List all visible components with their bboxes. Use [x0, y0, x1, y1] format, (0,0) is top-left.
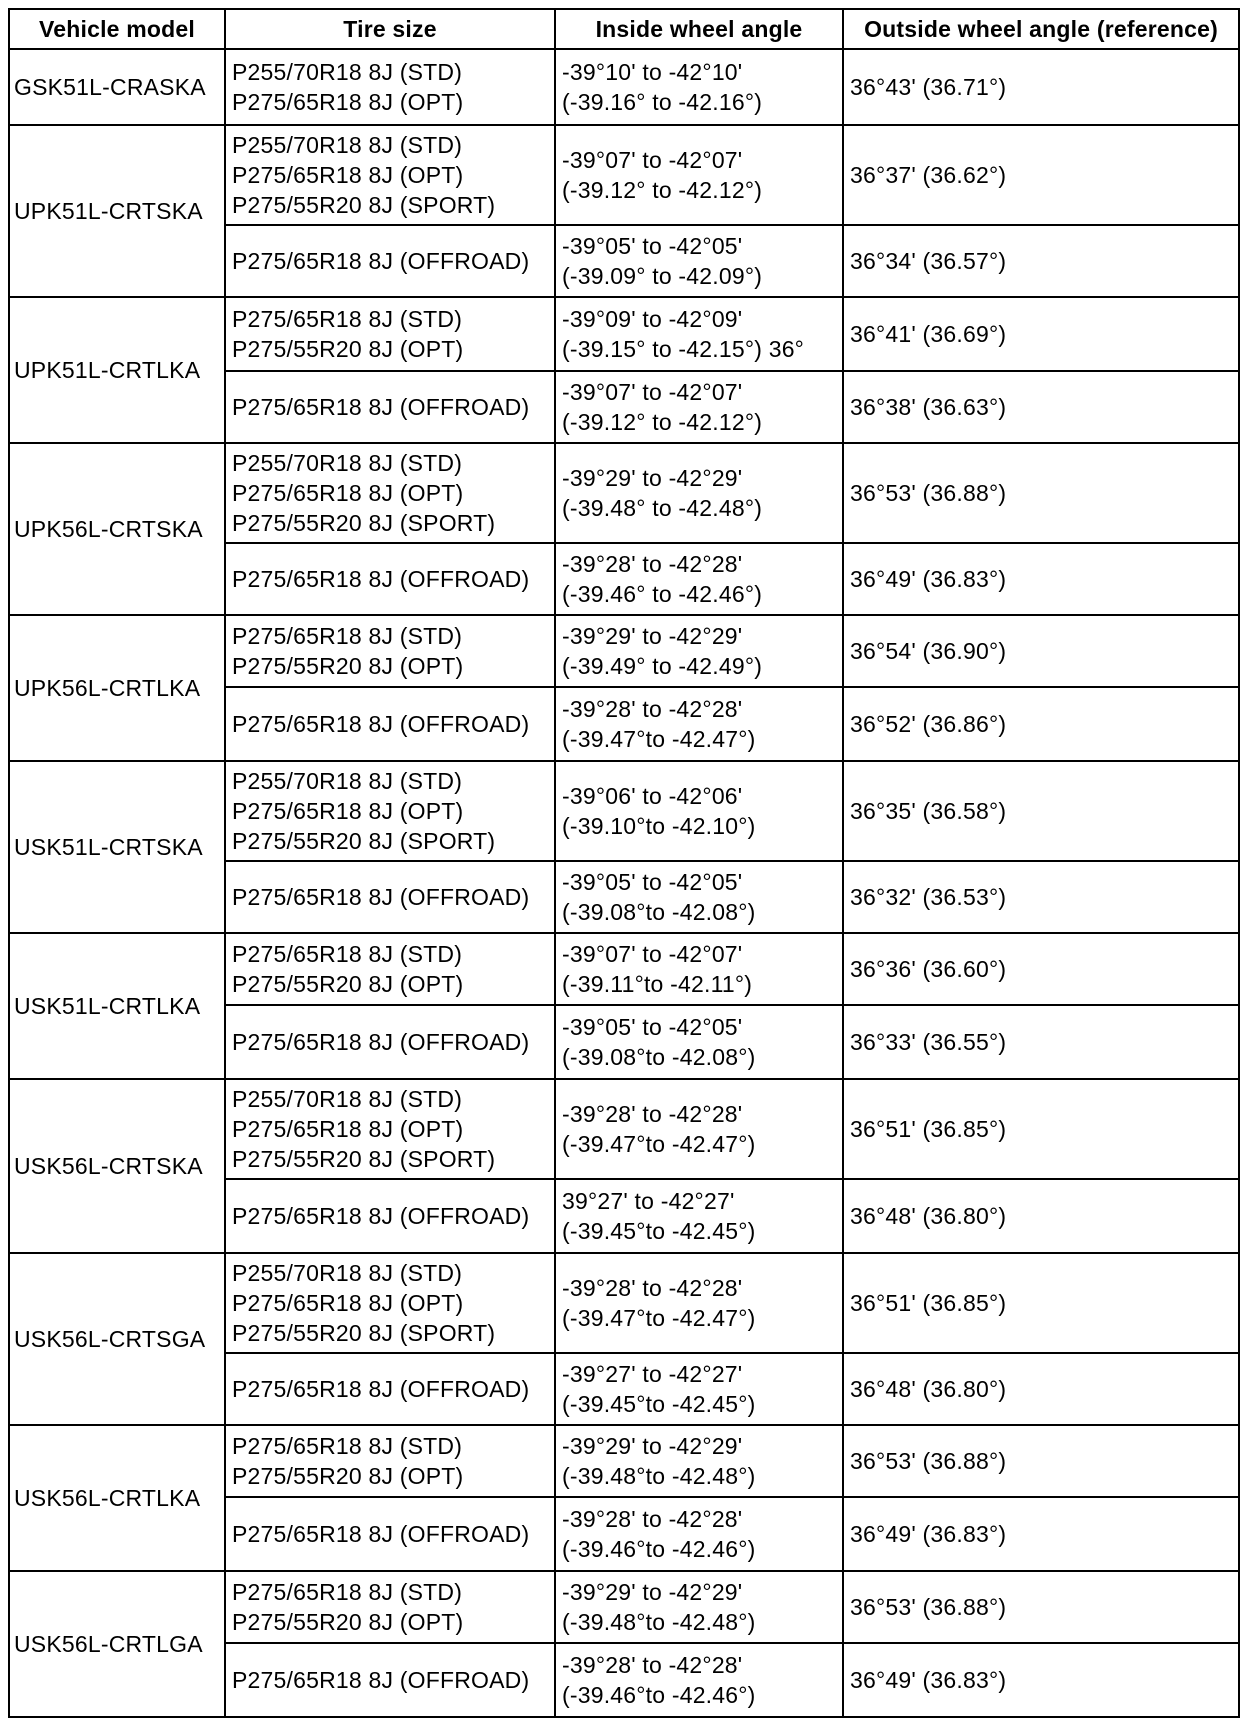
- header-inside-wheel-angle: Inside wheel angle: [555, 9, 843, 49]
- inside-angle-line: -39°07' to -42°07': [562, 941, 743, 967]
- tire-size-cell: [225, 1253, 555, 1353]
- inside-wheel-angle-cell: [555, 1571, 843, 1643]
- tire-size-line: P255/70R18 8J (STD): [232, 59, 463, 85]
- inside-wheel-angle-cell: [555, 933, 843, 1005]
- table-row: [9, 615, 1239, 687]
- vehicle-model-cell: UPK51L-CRTSKA: [9, 125, 225, 297]
- outside-wheel-angle-cell: 36°49' (36.83°): [843, 1497, 1239, 1571]
- outside-wheel-angle-cell: 36°38' (36.63°): [843, 371, 1239, 443]
- inside-angle-line: -39°10' to -42°10': [562, 59, 743, 85]
- inside-angle-line: (-39.47°to -42.47°): [562, 1305, 756, 1331]
- tire-size-line: P275/65R18 8J (OFFROAD): [232, 248, 530, 274]
- outside-wheel-angle-cell: 36°49' (36.83°): [843, 1643, 1239, 1717]
- vehicle-model-cell: UPK51L-CRTLKA: [9, 297, 225, 443]
- inside-angle-line: (-39.46°to -42.46°): [562, 1682, 756, 1708]
- inside-angle-line: -39°28' to -42°28': [562, 551, 743, 577]
- tire-size-cell: [225, 1497, 555, 1571]
- table-row: [9, 1253, 1239, 1353]
- inside-angle-line: -39°05' to -42°05': [562, 869, 743, 895]
- tire-size-line: P275/65R18 8J (OPT): [232, 162, 464, 188]
- vehicle-model-cell: UPK56L-CRTLKA: [9, 615, 225, 761]
- table-row: [9, 125, 1239, 225]
- tire-size-cell: [225, 125, 555, 225]
- vehicle-model-cell: USK56L-CRTLGA: [9, 1571, 225, 1717]
- tire-size-cell: [225, 1179, 555, 1253]
- tire-size-line: P275/65R18 8J (OPT): [232, 1290, 464, 1316]
- inside-wheel-angle-cell: [555, 761, 843, 861]
- inside-wheel-angle-cell: [555, 1497, 843, 1571]
- table-row: [9, 761, 1239, 861]
- inside-angle-line: (-39.47°to -42.47°): [562, 726, 756, 752]
- inside-wheel-angle-cell: [555, 1079, 843, 1179]
- table-row: [9, 1571, 1239, 1643]
- tire-size-cell: [225, 1643, 555, 1717]
- outside-wheel-angle-cell: 36°53' (36.88°): [843, 1425, 1239, 1497]
- inside-angle-line: -39°05' to -42°05': [562, 1014, 743, 1040]
- outside-wheel-angle-cell: 36°49' (36.83°): [843, 543, 1239, 615]
- inside-wheel-angle-cell: [555, 861, 843, 933]
- inside-wheel-angle-cell: [555, 225, 843, 297]
- inside-angle-line: (-39.47°to -42.47°): [562, 1131, 756, 1157]
- outside-wheel-angle-cell: 36°41' (36.69°): [843, 297, 1239, 371]
- inside-angle-line: -39°28' to -42°28': [562, 1652, 743, 1678]
- inside-angle-line: (-39.46° to -42.46°): [562, 581, 763, 607]
- outside-wheel-angle-cell: 36°54' (36.90°): [843, 615, 1239, 687]
- tire-size-line: P275/65R18 8J (OFFROAD): [232, 566, 530, 592]
- tire-size-cell: [225, 443, 555, 543]
- outside-wheel-angle-cell: 36°53' (36.88°): [843, 443, 1239, 543]
- vehicle-model-cell: USK51L-CRTLKA: [9, 933, 225, 1079]
- inside-wheel-angle-cell: [555, 49, 843, 125]
- table-row: [9, 443, 1239, 543]
- tire-size-cell: [225, 1005, 555, 1079]
- tire-size-line: P275/65R18 8J (OFFROAD): [232, 394, 530, 420]
- inside-angle-line: (-39.12° to -42.12°): [562, 409, 763, 435]
- tire-size-cell: [225, 543, 555, 615]
- inside-angle-line: 39°27' to -42°27': [562, 1188, 735, 1214]
- tire-size-line: P275/65R18 8J (OPT): [232, 798, 464, 824]
- table-body: [9, 49, 1239, 1717]
- tire-size-cell: [225, 297, 555, 371]
- inside-angle-line: -39°09' to -42°09': [562, 306, 743, 332]
- spec-sheet: [8, 8, 1238, 1712]
- inside-angle-line: -39°27' to -42°27': [562, 1361, 743, 1387]
- tire-size-line: P275/65R18 8J (OFFROAD): [232, 1521, 530, 1547]
- vehicle-model-cell: UPK56L-CRTSKA: [9, 443, 225, 615]
- table-row: [9, 1079, 1239, 1179]
- tire-size-line: P275/65R18 8J (STD): [232, 306, 463, 332]
- tire-size-line: P255/70R18 8J (STD): [232, 450, 463, 476]
- inside-angle-line: -39°07' to -42°07': [562, 379, 743, 405]
- tire-size-line: P275/55R20 8J (SPORT): [232, 192, 496, 218]
- inside-angle-line: (-39.08°to -42.08°): [562, 1044, 756, 1070]
- wheel-angle-table: [8, 8, 1240, 1718]
- tire-size-cell: [225, 1425, 555, 1497]
- tire-size-cell: [225, 371, 555, 443]
- outside-wheel-angle-cell: 36°48' (36.80°): [843, 1179, 1239, 1253]
- tire-size-line: P275/65R18 8J (STD): [232, 1433, 463, 1459]
- tire-size-line: P275/55R20 8J (OPT): [232, 336, 464, 362]
- inside-wheel-angle-cell: [555, 687, 843, 761]
- tire-size-line: P275/65R18 8J (STD): [232, 623, 463, 649]
- tire-size-cell: [225, 1079, 555, 1179]
- tire-size-line: P275/55R20 8J (SPORT): [232, 510, 496, 536]
- tire-size-line: P275/65R18 8J (OFFROAD): [232, 711, 530, 737]
- header-outside-wheel-angle: Outside wheel angle (reference): [843, 9, 1239, 49]
- tire-size-line: P275/55R20 8J (SPORT): [232, 828, 496, 854]
- outside-wheel-angle-cell: 36°53' (36.88°): [843, 1571, 1239, 1643]
- vehicle-model-cell: USK51L-CRTSKA: [9, 761, 225, 933]
- tire-size-line: P275/55R20 8J (SPORT): [232, 1320, 496, 1346]
- tire-size-line: P255/70R18 8J (STD): [232, 1086, 463, 1112]
- inside-angle-line: (-39.49° to -42.49°): [562, 653, 763, 679]
- tire-size-line: P275/65R18 8J (OFFROAD): [232, 884, 530, 910]
- inside-angle-line: (-39.10°to -42.10°): [562, 813, 756, 839]
- inside-angle-line: -39°29' to -42°29': [562, 1579, 743, 1605]
- tire-size-line: P275/65R18 8J (OPT): [232, 480, 464, 506]
- outside-wheel-angle-cell: 36°48' (36.80°): [843, 1353, 1239, 1425]
- tire-size-cell: [225, 1571, 555, 1643]
- inside-angle-line: (-39.48° to -42.48°): [562, 495, 763, 521]
- inside-angle-line: (-39.15° to -42.15°) 36°: [562, 336, 805, 362]
- tire-size-line: P275/65R18 8J (OFFROAD): [232, 1667, 530, 1693]
- tire-size-line: P275/65R18 8J (STD): [232, 1579, 463, 1605]
- inside-angle-line: (-39.48°to -42.48°): [562, 1609, 756, 1635]
- inside-angle-line: (-39.46°to -42.46°): [562, 1536, 756, 1562]
- tire-size-cell: [225, 761, 555, 861]
- inside-wheel-angle-cell: [555, 371, 843, 443]
- inside-wheel-angle-cell: [555, 1353, 843, 1425]
- tire-size-line: P275/65R18 8J (OFFROAD): [232, 1376, 530, 1402]
- outside-wheel-angle-cell: 36°35' (36.58°): [843, 761, 1239, 861]
- tire-size-cell: [225, 49, 555, 125]
- inside-angle-line: -39°28' to -42°28': [562, 1275, 743, 1301]
- inside-angle-line: (-39.45°to -42.45°): [562, 1218, 756, 1244]
- inside-angle-line: -39°28' to -42°28': [562, 1101, 743, 1127]
- inside-angle-line: (-39.16° to -42.16°): [562, 89, 763, 115]
- tire-size-line: P275/65R18 8J (OPT): [232, 1116, 464, 1142]
- vehicle-model-cell: USK56L-CRTLKA: [9, 1425, 225, 1571]
- inside-wheel-angle-cell: [555, 1643, 843, 1717]
- table-row: [9, 49, 1239, 125]
- inside-angle-line: -39°29' to -42°29': [562, 465, 743, 491]
- outside-wheel-angle-cell: 36°32' (36.53°): [843, 861, 1239, 933]
- inside-wheel-angle-cell: [555, 1425, 843, 1497]
- header-tire-size: Tire size: [225, 9, 555, 49]
- table-row: [9, 1425, 1239, 1497]
- inside-wheel-angle-cell: [555, 1253, 843, 1353]
- inside-angle-line: (-39.45°to -42.45°): [562, 1391, 756, 1417]
- outside-wheel-angle-cell: 36°37' (36.62°): [843, 125, 1239, 225]
- tire-size-line: P255/70R18 8J (STD): [232, 1260, 463, 1286]
- inside-wheel-angle-cell: [555, 543, 843, 615]
- vehicle-model-cell: USK56L-CRTSKA: [9, 1079, 225, 1253]
- inside-wheel-angle-cell: [555, 443, 843, 543]
- vehicle-model-cell: USK56L-CRTSGA: [9, 1253, 225, 1425]
- tire-size-line: P255/70R18 8J (STD): [232, 768, 463, 794]
- inside-angle-line: -39°29' to -42°29': [562, 1433, 743, 1459]
- vehicle-model-cell: GSK51L-CRASKA: [9, 49, 225, 125]
- tire-size-line: P275/55R20 8J (OPT): [232, 1609, 464, 1635]
- tire-size-cell: [225, 1353, 555, 1425]
- tire-size-cell: [225, 933, 555, 1005]
- outside-wheel-angle-cell: 36°36' (36.60°): [843, 933, 1239, 1005]
- inside-angle-line: (-39.09° to -42.09°): [562, 263, 763, 289]
- tire-size-cell: [225, 861, 555, 933]
- header-vehicle-model: Vehicle model: [9, 9, 225, 49]
- tire-size-line: P275/55R20 8J (OPT): [232, 971, 464, 997]
- outside-wheel-angle-cell: 36°52' (36.86°): [843, 687, 1239, 761]
- outside-wheel-angle-cell: 36°51' (36.85°): [843, 1253, 1239, 1353]
- tire-size-line: P275/55R20 8J (OPT): [232, 653, 464, 679]
- table-row: [9, 933, 1239, 1005]
- outside-wheel-angle-cell: 36°51' (36.85°): [843, 1079, 1239, 1179]
- inside-angle-line: -39°05' to -42°05': [562, 233, 743, 259]
- inside-angle-line: -39°06' to -42°06': [562, 783, 743, 809]
- inside-angle-line: (-39.48°to -42.48°): [562, 1463, 756, 1489]
- tire-size-line: P275/55R20 8J (SPORT): [232, 1146, 496, 1172]
- inside-angle-line: -39°07' to -42°07': [562, 147, 743, 173]
- inside-angle-line: (-39.12° to -42.12°): [562, 177, 763, 203]
- table-row: [9, 297, 1239, 371]
- inside-angle-line: (-39.08°to -42.08°): [562, 899, 756, 925]
- inside-wheel-angle-cell: [555, 297, 843, 371]
- tire-size-line: P275/65R18 8J (STD): [232, 941, 463, 967]
- tire-size-line: P275/55R20 8J (OPT): [232, 1463, 464, 1489]
- inside-wheel-angle-cell: [555, 1179, 843, 1253]
- inside-angle-line: -39°28' to -42°28': [562, 696, 743, 722]
- header-row: [9, 9, 1239, 49]
- inside-angle-line: -39°28' to -42°28': [562, 1506, 743, 1532]
- tire-size-cell: [225, 687, 555, 761]
- inside-angle-line: -39°29' to -42°29': [562, 623, 743, 649]
- tire-size-cell: [225, 615, 555, 687]
- outside-wheel-angle-cell: 36°33' (36.55°): [843, 1005, 1239, 1079]
- inside-wheel-angle-cell: [555, 125, 843, 225]
- inside-wheel-angle-cell: [555, 615, 843, 687]
- tire-size-line: P275/65R18 8J (OFFROAD): [232, 1203, 530, 1229]
- tire-size-cell: [225, 225, 555, 297]
- tire-size-line: P275/65R18 8J (OFFROAD): [232, 1029, 530, 1055]
- outside-wheel-angle-cell: 36°34' (36.57°): [843, 225, 1239, 297]
- inside-angle-line: (-39.11°to -42.11°): [562, 971, 753, 997]
- tire-size-line: P275/65R18 8J (OPT): [232, 89, 464, 115]
- inside-wheel-angle-cell: [555, 1005, 843, 1079]
- outside-wheel-angle-cell: 36°43' (36.71°): [843, 49, 1239, 125]
- tire-size-line: P255/70R18 8J (STD): [232, 132, 463, 158]
